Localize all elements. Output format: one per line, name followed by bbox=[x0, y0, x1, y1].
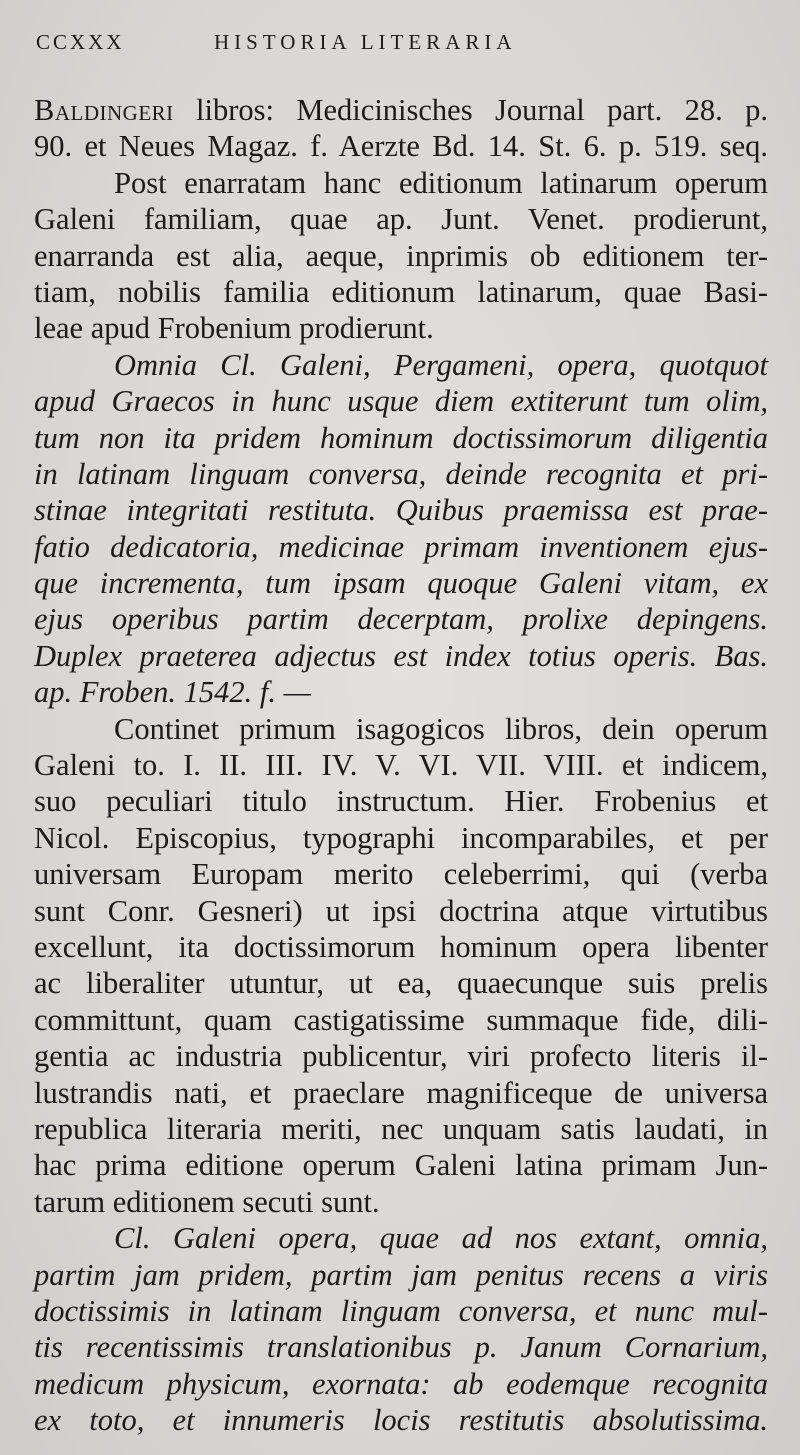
text-line: Post enarratam hanc editionum latinarum operum bbox=[114, 165, 768, 200]
text-line: leae apud Frobenium prodierunt. bbox=[34, 311, 434, 346]
text-line: lustrandis nati, et praeclare magnificeque de universa bbox=[34, 1075, 768, 1110]
text-line: Duplex praeterea adjectus est index totius operis. Bas. bbox=[34, 638, 768, 673]
text-line: medicum physicum, exornata: ab eodemque recognita bbox=[34, 1366, 768, 1401]
text-line: apud Graecos in hunc usque diem extiterunt tum olim, bbox=[34, 384, 768, 419]
text-line: Cl. Galeni opera, quae ad nos extant, omnia, bbox=[114, 1221, 768, 1256]
text-line: suo peculiari titulo instructum. Hier. Frobenius et bbox=[34, 784, 768, 819]
text-line: ap. Froben. 1542. f. — bbox=[34, 675, 311, 710]
text-line: ac liberaliter utuntur, ut ea, quaecunque suis prelis bbox=[34, 966, 768, 1001]
text-line: Baldingeri libros: Medicinisches Journal part. 28. p. bbox=[34, 93, 768, 127]
folio-number: CCXXX bbox=[36, 30, 125, 54]
text-line: tis recentissimis translationibus p. Janum Cornarium, bbox=[34, 1330, 768, 1365]
text-line: fatio dedicatoria, medicinae primam inventionem ejus- bbox=[34, 529, 768, 564]
text-line: Continet primum isagogicos libros, dein operum bbox=[114, 711, 768, 746]
author-name: Baldingeri bbox=[34, 93, 174, 127]
page-header bbox=[36, 26, 760, 66]
text-line: 90. et Neues Magaz. f. Aerzte Bd. 14. St. 6. p. 519. seq. bbox=[34, 129, 768, 164]
text-line: republica literaria meriti, nec unquam satis laudati, in bbox=[34, 1111, 768, 1146]
text-line: sunt Conr. Gesneri) ut ipsi doctrina atque virtutibus bbox=[34, 893, 768, 928]
text-line: que incrementa, tum ipsam quoque Galeni vitam, ex bbox=[34, 566, 768, 601]
text-line: in latinam linguam conversa, deinde recognita et pri- bbox=[34, 456, 768, 491]
text-line: stinae integritati restituta. Quibus praemissa est prae- bbox=[34, 493, 768, 528]
body-text bbox=[34, 92, 768, 1438]
text-line: partim jam pridem, partim jam penitus recens a viris bbox=[34, 1257, 768, 1292]
text-line: ejus operibus partim decerptam, prolixe depingens. bbox=[34, 602, 768, 637]
text-line: universam Europam merito celeberrimi, qui (verba bbox=[34, 857, 768, 892]
text-line: hac prima editione operum Galeni latina primam Jun- bbox=[34, 1148, 768, 1183]
text-line: Nicol. Episcopius, typographi incomparabiles, et per bbox=[34, 820, 768, 855]
text-line: tiam, nobilis familia editionum latinarum, quae Basi- bbox=[34, 274, 768, 309]
text-line: tarum editionem secuti sunt. bbox=[34, 1184, 380, 1219]
text-line: tum non ita pridem hominum doctissimorum diligentia bbox=[34, 420, 768, 455]
text-line: excellunt, ita doctissimorum hominum opera libenter bbox=[34, 929, 768, 964]
text-line: Omnia Cl. Galeni, Pergameni, opera, quotquot bbox=[114, 347, 768, 382]
running-head: HISTORIA LITERARIA bbox=[214, 30, 517, 54]
text-line: enarranda est alia, aeque, inprimis ob editionem ter- bbox=[34, 238, 768, 273]
text-line: Galeni to. I. II. III. IV. V. VI. VII. VIII. et indicem, bbox=[34, 748, 768, 783]
text-line: doctissimis in latinam linguam conversa, et nunc mul- bbox=[34, 1293, 768, 1328]
text-line: ex toto, et innumeris locis restitutis absolutissima. bbox=[34, 1403, 768, 1438]
text-line: Galeni familiam, quae ap. Junt. Venet. prodierunt, bbox=[34, 202, 768, 237]
text-line: gentia ac industria publicentur, viri profecto literis il- bbox=[34, 1039, 768, 1074]
text-line: committunt, quam castigatissime summaque fide, dili- bbox=[34, 1002, 768, 1037]
